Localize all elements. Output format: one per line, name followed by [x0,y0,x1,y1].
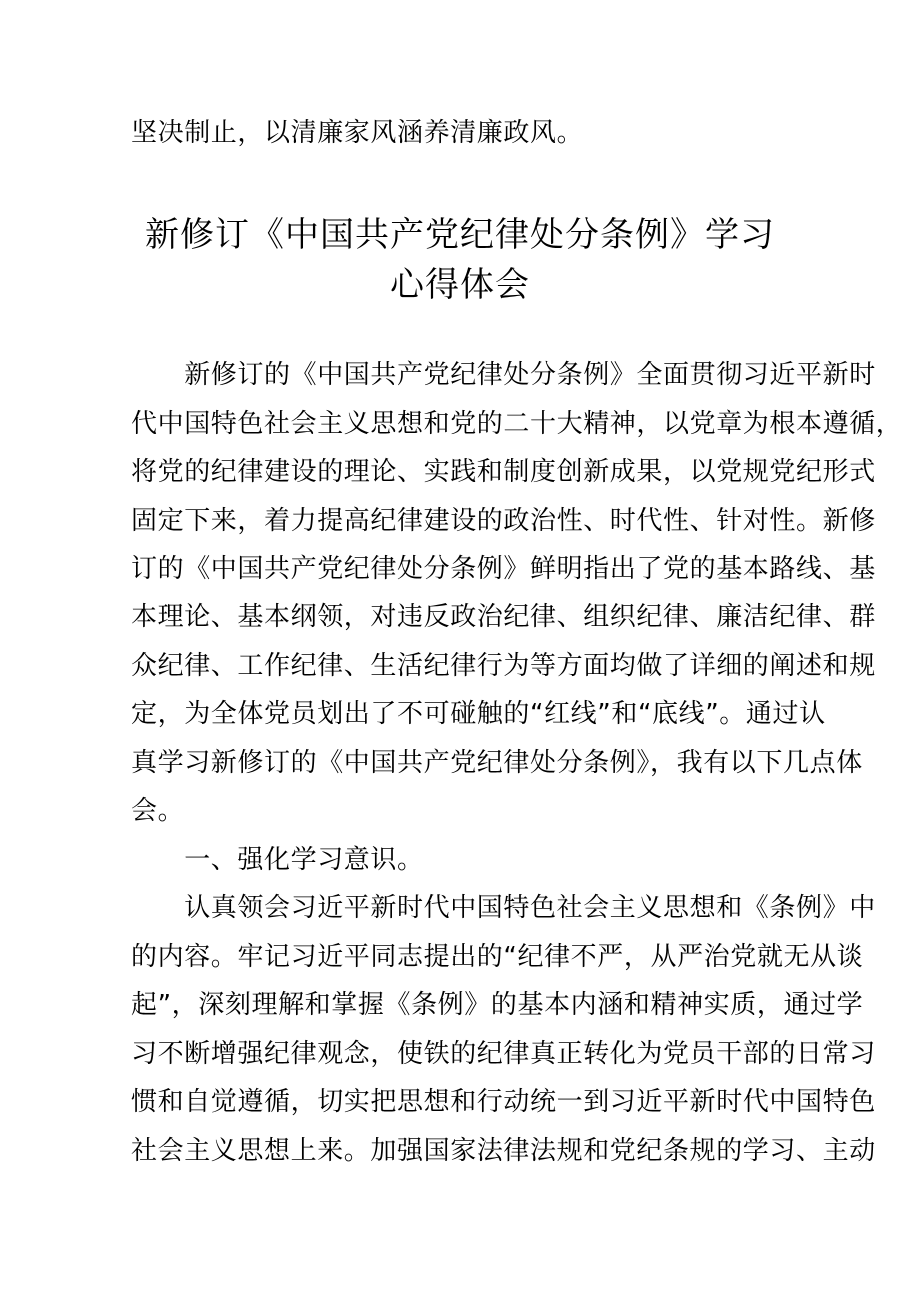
paragraph1-line: 众纪律、工作纪律、生活纪律行为等方面均做了详细的阐述和规 [131,651,876,681]
paragraph2-line: 起”，深刻理解和掌握《条例》的基本内涵和精神实质，通过学 [131,990,864,1020]
paragraph1-line: 固定下来，着力提高纪律建设的政治性、时代性、针对性。新修 [131,506,876,536]
document-title-line-2: 心得体会 [390,265,530,305]
paragraph2-line: 认真领会习近平新时代中国特色社会主义思想和《条例》中 [131,893,876,923]
paragraph1-line: 将党的纪律建设的理论、实践和制度创新成果，以党规党纪形式 [131,457,876,487]
paragraph2-line: 社会主义思想上来。加强国家法律法规和党纪条规的学习、主动 [131,1136,876,1166]
paragraph2-line: 习不断增强纪律观念，使铁的纪律真正转化为党员干部的日常习 [131,1039,876,1069]
paragraph1-line: 定，为全体党员划出了不可碰触的“红线”和“底线”。通过认 [131,699,826,729]
paragraph1-line: 真学习新修订的《中国共产党纪律处分条例》，我有以下几点体 [131,748,863,778]
paragraph2-line: 惯和自觉遵循，切实把思想和行动统一到习近平新时代中国特色 [131,1087,876,1117]
paragraph1-line: 订的《中国共产党纪律处分条例》鲜明指出了党的基本路线、基 [131,554,876,584]
paragraph2-line: 的内容。牢记习近平同志提出的“纪律不严，从严治党就无从谈 [131,942,864,972]
document-title-line-1: 新修订《中国共产党纪律处分条例》学习 [145,215,775,255]
paragraph1-line: 代中国特色社会主义思想和党的二十大精神，以党章为根本遵循， [131,409,903,439]
section-heading: 一、强化学习意识。 [131,845,424,875]
paragraph1-line: 本理论、基本纲领，对违反政治纪律、组织纪律、廉洁纪律、群 [131,602,876,632]
paragraph1-line: 新修订的《中国共产党纪律处分条例》全面贯彻习近平新时 [131,360,876,390]
paragraph1-line: 会。 [131,796,185,826]
intro-tail-line: 坚决制止，以清廉家风涵养清廉政风。 [131,118,584,148]
